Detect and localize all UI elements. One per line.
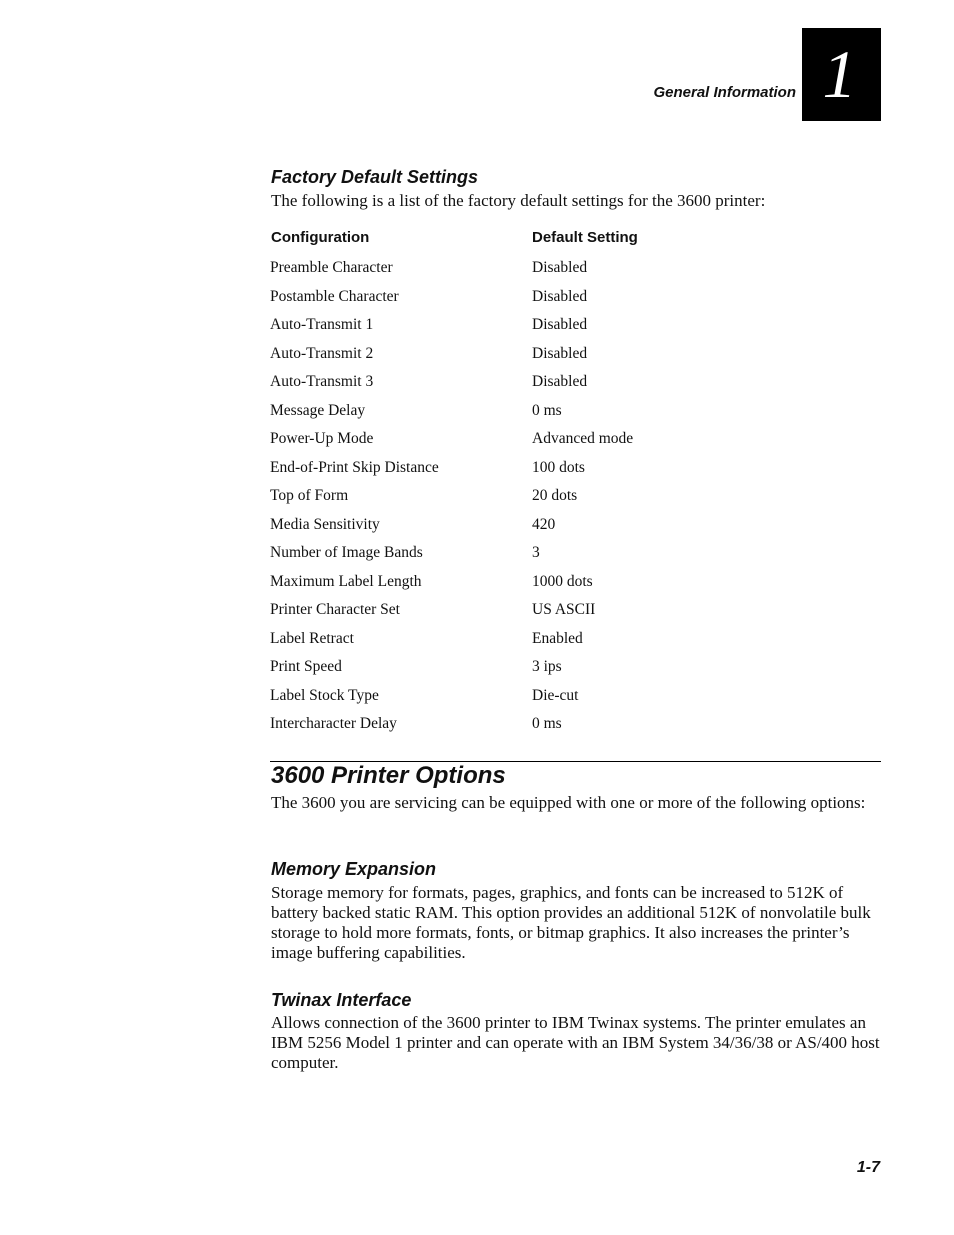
default-setting-cell: 100 dots — [532, 458, 585, 476]
column-header-default-setting: Default Setting — [532, 229, 638, 246]
default-setting-cell: 20 dots — [532, 487, 578, 505]
default-setting-cell: Enabled — [532, 629, 583, 647]
default-setting-cell: Advanced mode — [532, 430, 634, 448]
configuration-cell: Message Delay — [270, 401, 366, 419]
table-row — [270, 682, 690, 711]
configuration-cell: Label Retract — [270, 629, 354, 647]
factory-defaults-table-body — [270, 254, 690, 739]
table-row — [270, 653, 690, 682]
configuration-cell: End-of-Print Skip Distance — [270, 458, 439, 476]
configuration-cell: Intercharacter Delay — [270, 715, 397, 733]
table-row — [270, 425, 690, 454]
table-row — [270, 397, 690, 426]
configuration-cell: Print Speed — [270, 658, 342, 676]
default-setting-cell: Disabled — [532, 316, 588, 334]
table-row — [270, 283, 690, 312]
default-setting-cell: 3 — [532, 544, 540, 562]
table-row — [270, 568, 690, 597]
configuration-cell: Power-Up Mode — [270, 430, 374, 448]
configuration-cell: Media Sensitivity — [270, 515, 380, 533]
default-setting-cell: Disabled — [532, 344, 588, 362]
default-setting-cell: 0 ms — [532, 715, 562, 733]
chapter-number: 1 — [822, 36, 857, 112]
table-row — [270, 539, 690, 568]
table-row — [270, 710, 690, 739]
factory-defaults-heading: Factory Default Settings — [271, 167, 479, 187]
default-setting-cell: Disabled — [532, 259, 588, 277]
default-setting-cell: 3 ips — [532, 658, 562, 676]
printer-options-intro: The 3600 you are servicing can be equipped with one or more of the following options: — [271, 793, 866, 812]
configuration-cell: Number of Image Bands — [270, 544, 423, 562]
configuration-cell: Auto-Transmit 2 — [270, 344, 374, 362]
default-setting-cell: US ASCII — [532, 601, 596, 619]
printer-options-heading: 3600 Printer Options — [271, 762, 506, 789]
configuration-cell: Postamble Character — [270, 287, 399, 305]
chapter-tab — [802, 28, 881, 121]
factory-defaults-intro: The following is a list of the factory default settings for the 3600 printer: — [271, 191, 766, 210]
default-setting-cell: Disabled — [532, 287, 588, 305]
memory-expansion-heading: Memory Expansion — [271, 859, 437, 879]
table-row — [270, 311, 690, 340]
configuration-cell: Maximum Label Length — [270, 572, 422, 590]
default-setting-cell: 0 ms — [532, 401, 562, 419]
twinax-interface-heading: Twinax Interface — [271, 990, 412, 1010]
configuration-cell: Preamble Character — [270, 259, 393, 277]
table-row — [270, 511, 690, 540]
table-row — [270, 340, 690, 369]
factory-defaults-table — [270, 254, 690, 739]
table-row — [270, 625, 690, 654]
table-row — [270, 596, 690, 625]
twinax-interface-body: Allows connection of the 3600 printer to IBM Twinax systems. The printer emulates an IBM 5256 Model 1 printer and can operate with an IBM System 34/36/38 or AS/400 host computer. — [271, 1013, 880, 1072]
configuration-cell: Auto-Transmit 1 — [270, 316, 374, 334]
default-setting-cell: Die-cut — [532, 686, 579, 704]
page-number: 1-7 — [856, 1159, 880, 1176]
configuration-cell: Auto-Transmit 3 — [270, 373, 374, 391]
memory-expansion-body: Storage memory for formats, pages, graphics, and fonts can be increased to 512K of battery backed static RAM. This option provides an additional 512K of nonvolatile bulk storage to hold more formats, fonts, or bitmap graphics. It also increases the printer’s image buffering capabilities. — [271, 883, 871, 962]
default-setting-cell: Disabled — [532, 373, 588, 391]
configuration-cell: Top of Form — [270, 487, 349, 505]
configuration-cell: Label Stock Type — [270, 686, 379, 704]
table-row — [270, 482, 690, 511]
column-header-configuration: Configuration — [271, 229, 370, 246]
default-setting-cell: 1000 dots — [532, 572, 593, 590]
table-row — [270, 368, 690, 397]
table-row — [270, 254, 690, 283]
configuration-cell: Printer Character Set — [270, 601, 400, 619]
table-row — [270, 454, 690, 483]
default-setting-cell: 420 — [532, 515, 556, 533]
running-head: General Information — [653, 84, 796, 101]
